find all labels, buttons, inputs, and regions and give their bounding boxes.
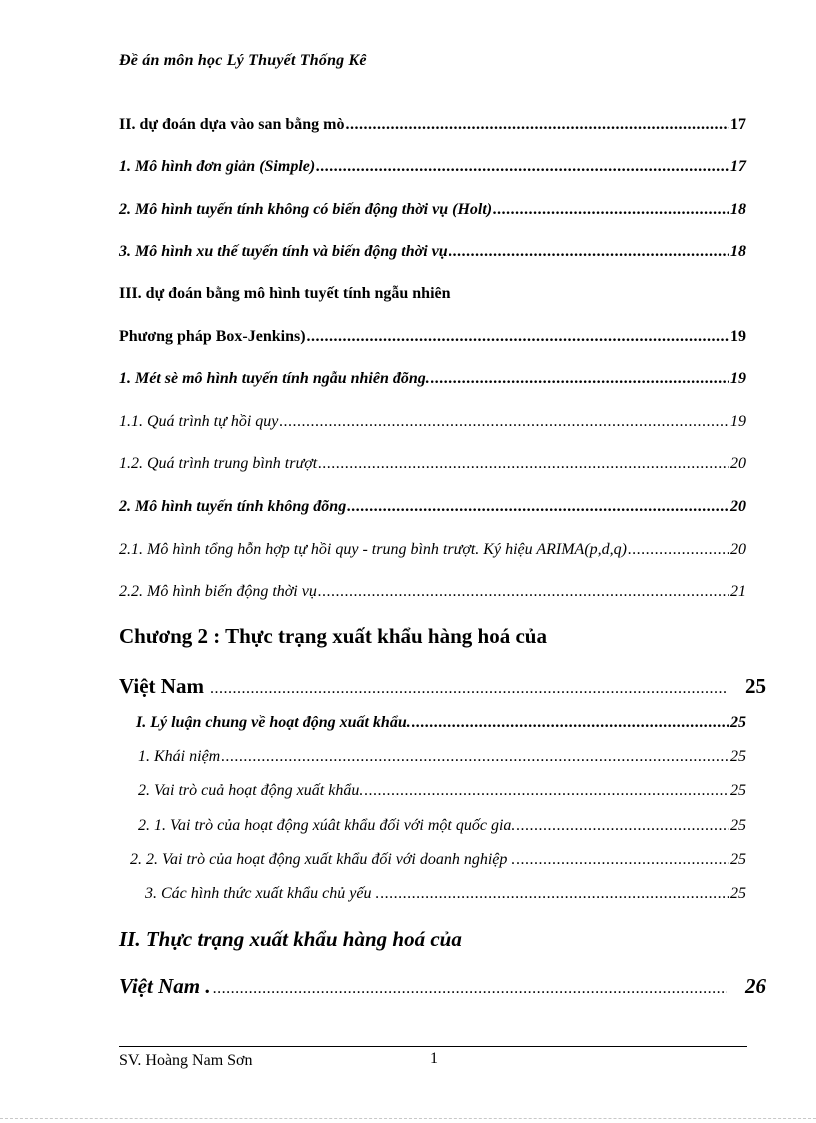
toc-entry-text: 2.1. Mô hình tổng hỗn hợp tự hồi quy - trung bình trượt. Ký hiệu ARIMA(p,d,q) — [119, 541, 627, 558]
toc-page: 18 — [730, 201, 746, 218]
toc-page: 19 — [730, 328, 746, 345]
toc-leader — [493, 201, 729, 219]
toc-leader — [364, 782, 729, 800]
toc-entry-text: III. dự đoán bằng mô hình tuyết tính ngẫu nhiên — [119, 285, 451, 302]
toc-entry-text: 2. Vai trò cuả hoạt động xuất khẩu. — [138, 782, 364, 799]
document-header: Đề án môn học Lý Thuyết Thống Kê — [119, 52, 367, 69]
toc-page: 25 — [730, 714, 746, 731]
toc-entry — [119, 370, 746, 388]
toc-entry — [145, 885, 746, 903]
toc-entry-text: I. Lý luận chung về hoạt động xuất khẩu. — [136, 714, 411, 731]
toc-page: 21 — [730, 583, 746, 600]
toc-entry — [119, 583, 746, 601]
toc-leader — [347, 498, 729, 516]
toc-entry — [130, 851, 746, 869]
toc-leader — [431, 370, 729, 388]
toc-entry-text: 1.2. Quá trình trung bình trượt — [119, 455, 318, 472]
toc-entry — [119, 116, 746, 134]
toc-entry-text: 2. 1. Vai trò của hoạt động xúât khẩu đối với một quốc gia. — [138, 817, 516, 834]
toc-page: 20 — [730, 455, 746, 472]
toc-page: 25 — [730, 885, 746, 902]
chapter-heading: Chương 2 : Thực trạng xuất khẩu hàng hoá của — [119, 624, 547, 648]
toc-leader — [221, 748, 729, 766]
toc-page: 17 — [730, 116, 746, 133]
toc-leader — [346, 116, 730, 134]
toc-leader — [318, 455, 729, 473]
toc-leader — [210, 680, 727, 698]
toc-page: 26 — [745, 974, 766, 998]
toc-leader — [380, 885, 729, 903]
toc-leader — [412, 714, 729, 732]
toc-entry — [119, 498, 746, 516]
toc-entry-text: 1. Mô hình đơn giản (Simple) — [119, 158, 316, 175]
toc-entry-text: 3. Các hình thức xuất khẩu chủ yếu . — [145, 885, 380, 902]
toc-page: 25 — [730, 782, 746, 799]
toc-entry-text: 2. 2. Vai trò của hoạt động xuất khẩu đối với doanh nghiệp . — [130, 851, 516, 868]
toc-page: 19 — [730, 370, 746, 387]
toc-entry-text: 1. Khái niệm — [138, 748, 221, 765]
footer-divider — [119, 1046, 747, 1047]
toc-entry-text: 2. Mô hình tuyến tính không có biến động thời vụ (Holt) — [119, 201, 493, 218]
toc-page: 25 — [745, 674, 766, 698]
toc-entry-text: 1. Mét sè mô hình tuyến tính ngẫu nhiên đõng. — [119, 370, 430, 387]
toc-entry — [119, 158, 746, 176]
toc-leader — [316, 158, 729, 176]
toc-leader — [516, 817, 729, 835]
toc-entry-text: 2.2. Mô hình biến động thời vụ — [119, 583, 317, 600]
toc-entry — [119, 413, 746, 431]
toc-entry-text: Phương pháp Box-Jenkins) — [119, 328, 306, 345]
toc-entry — [119, 674, 766, 699]
toc-entry-text: 1.1. Quá trình tự hồi quy — [119, 413, 279, 430]
toc-page: 20 — [730, 541, 746, 558]
toc-entry-text: Việt Nam — [119, 674, 204, 698]
toc-entry-text: Việt Nam . — [119, 974, 211, 998]
page-bottom-edge — [0, 1118, 816, 1119]
toc-page: 25 — [730, 748, 746, 765]
toc-entry — [119, 328, 746, 346]
toc-page: 25 — [730, 817, 746, 834]
toc-page: 18 — [730, 243, 746, 260]
toc-entry — [119, 974, 766, 999]
footer-page-number: 1 — [430, 1050, 438, 1067]
toc-entry — [119, 455, 746, 473]
toc-entry — [136, 714, 746, 732]
toc-entry-text: II. dự đoán dựa vào san bằng mò — [119, 116, 345, 133]
toc-entry — [119, 201, 746, 219]
toc-page: 20 — [730, 498, 746, 515]
toc-leader — [318, 583, 729, 601]
toc-leader — [628, 541, 729, 559]
toc-leader — [279, 413, 729, 431]
toc-entry-text: 2. Mô hình tuyến tính không đõng — [119, 498, 347, 515]
toc-entry — [138, 817, 746, 835]
toc-leader — [449, 243, 729, 261]
toc-leader — [516, 851, 729, 869]
toc-entry — [138, 782, 746, 800]
toc-entry — [138, 748, 746, 766]
toc-page: 17 — [730, 158, 746, 175]
toc-leader — [213, 980, 727, 998]
toc-page: 25 — [730, 851, 746, 868]
toc-entry — [119, 243, 746, 261]
footer-author: SV. Hoàng Nam Sơn — [119, 1052, 253, 1069]
toc-entry — [119, 541, 746, 559]
toc-page: 19 — [730, 413, 746, 430]
toc-leader — [307, 328, 729, 346]
section-heading: II. Thực trạng xuất khẩu hàng hoá của — [119, 927, 462, 951]
toc-entry-text: 3. Mô hình xu thế tuyến tính và biến động thời vụ — [119, 243, 448, 260]
